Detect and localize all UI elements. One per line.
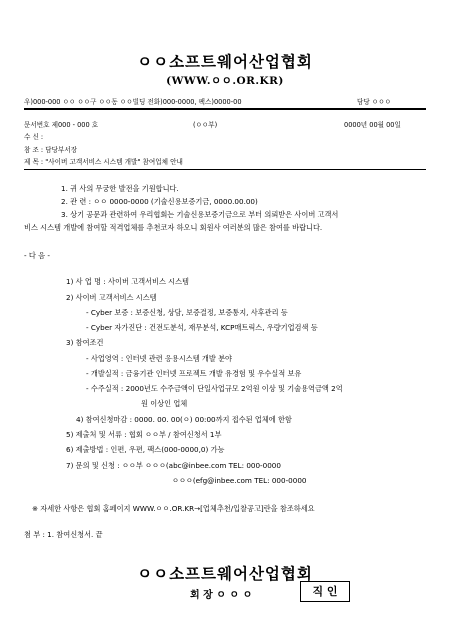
detail-item-3-sub-1: - 사업영역 : 인터넷 관련 응용시스템 개발 분야 [86,354,232,363]
address-line: 우)000-000 ㅇㅇ ㅇㅇ구 ㅇㅇ동 ㅇㅇ빌딩 전화)000-0000, 팩스)0000-00 [24,98,242,106]
section-heading: - 다 음 - [24,251,50,260]
subject-divider [24,169,426,170]
detail-item-2-sub-1: - Cyber 보증 : 보증신청, 상담, 보증결정, 보증통지, 사후관리 등 [86,308,288,317]
detail-item-3-sub-3-cont: 원 이상인 업체 [141,399,188,408]
official-seal-box [300,581,350,602]
detail-item-7-line-1: 7) 문의 및 신청 : ㅇㅇ부 ㅇㅇㅇ(abc@inbee.com TEL: 000-0000 [66,461,281,470]
detail-item-5: 5) 제출처 및 서류 : 협회 ㅇㅇ부 / 참여신청서 1부 [66,430,222,439]
doc-number: 문서번호 제000 - 000 호 [24,121,99,129]
recipient-label: 수 신 : [24,133,44,141]
contact-person: 담당 ㅇㅇㅇ [357,98,391,106]
detail-item-3-sub-3: - 수주실적 : 2000년도 수주금액이 단일사업규모 2억원 이상 및 기술용역금액 2억 [86,384,343,393]
detail-item-3-sub-2: - 개발실적 : 금융기관 인터넷 프로젝트 개발 유경험 및 우수실적 보유 [86,369,302,378]
reference-line: 참 조 : 담당부서장 [24,146,78,154]
detail-item-6: 6) 제출방법 : 인편, 우편, 팩스(000-0000,0) 가능 [66,445,225,454]
detail-item-2: 2) 사이버 고객서비스 시스템 [66,293,157,302]
detail-item-7-line-2: ㅇㅇㅇ(efg@inbee.com TEL: 000-0000 [172,476,307,485]
intro-line-2: 2. 관 련 : ㅇㅇ 0000-0000 (기술신용보증기금, 0000.00.00) [61,197,258,206]
intro-line-1: 1. 귀 사의 무궁한 발전을 기원합니다. [61,184,179,193]
president-name: 회 장 ㅇ ㅇ ㅇ [190,590,253,601]
seal-label: 직 인 [312,585,338,598]
header-divider [24,108,426,110]
intro-line-4: 비스 시스템 개발에 참여할 적격업체를 추천코자 하오니 회원사 여러분의 많은 참여를 바랍니다. [24,223,323,232]
homepage-note: ※ 자세한 사항은 협회 홈페이지 WWW.ㅇㅇ.OR.KR→[업체추천/입찰공고]란을 참조하세요 [32,504,315,513]
doc-date: 0000년 00월 00일 [344,121,401,129]
detail-item-2-sub-2: - Cyber 자가진단 : 건전도분석, 재무분석, KCP매트릭스, 우량기업검색 등 [86,323,318,332]
department: (ㅇㅇ부) [193,121,218,129]
intro-line-3: 3. 상기 공문과 관련하여 우리협회는 기술신용보증기금으로 부터 의뢰받은 사이버 고객서 [61,210,339,219]
detail-item-3: 3) 참여조건 [66,338,104,347]
attachment-line: 첨 부 : 1. 참여신청서. 끝 [24,530,103,539]
subject-line: 제 목 : "사이버 고객서비스 시스템 개발" 참여업체 안내 [24,158,183,166]
org-title: ㅇㅇ소프트웨어산업협회 [137,52,313,71]
detail-item-1: 1) 사 업 명 : 사이버 고객서비스 시스템 [66,277,189,286]
detail-item-4: 4) 참여신청마감 : 0000. 00. 00(ㅇ) 00:00까지 접수된 업체에 한함 [76,415,292,424]
website-line: (WWW.ㅇㅇ.OR.KR) [166,75,284,87]
footer-org-title: ㅇㅇ소프트웨어산업협회 [137,564,313,583]
